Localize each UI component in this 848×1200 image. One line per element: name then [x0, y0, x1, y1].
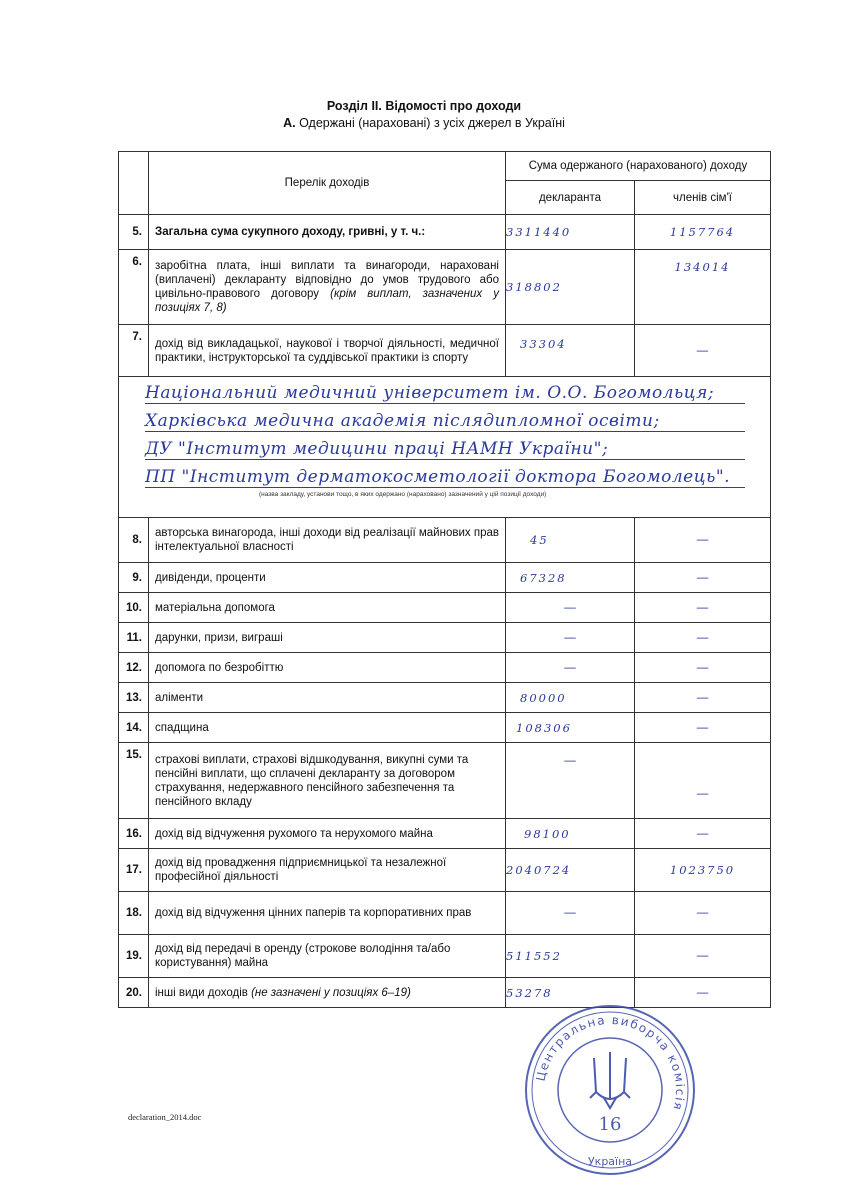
- declarant-amount: —: [506, 892, 635, 935]
- declarant-amount: —: [506, 743, 635, 819]
- family-amount: —: [635, 819, 771, 849]
- institutions-row: [119, 377, 771, 518]
- document-filename: declaration_2014.doc: [128, 1112, 202, 1122]
- table-row: [119, 593, 771, 623]
- family-amount: —: [635, 743, 771, 819]
- row-number: 18.: [119, 892, 149, 935]
- family-amount: 134014: [635, 250, 771, 325]
- institution-line: Національний медичний університет ім. О.О. Богомольця;: [145, 383, 745, 404]
- col-header-declarant: декларанта: [506, 181, 635, 215]
- row-description: спадщина: [149, 713, 506, 743]
- row-description: авторська винагорода, інші доходи від реалізації майнових прав інтелектуальної власності: [149, 518, 506, 563]
- row-description: Загальна сума сукупного доходу, гривні, у т. ч.:: [149, 215, 506, 250]
- table-row: [119, 683, 771, 713]
- col-header-family: членів сім'ї: [635, 181, 771, 215]
- declarant-amount: 45: [506, 518, 635, 563]
- row-description: дарунки, призи, виграші: [149, 623, 506, 653]
- official-seal: [520, 1000, 700, 1180]
- row-description: аліменти: [149, 683, 506, 713]
- row-description: дохід від відчуження цінних паперів та корпоративних прав: [149, 892, 506, 935]
- row-number: 12.: [119, 653, 149, 683]
- seal-bottom-text: Україна: [587, 1155, 633, 1168]
- subtitle-text: Одержані (нараховані) з усіх джерел в Україні: [299, 116, 565, 130]
- row-number: 7.: [119, 325, 149, 377]
- declarant-amount: 511552: [506, 935, 635, 978]
- row-description: дохід від відчуження рухомого та нерухомого майна: [149, 819, 506, 849]
- table-row: [119, 935, 771, 978]
- institution-line: ДУ "Інститут медицини праці НАМН України";: [145, 439, 745, 460]
- row-number: 5.: [119, 215, 149, 250]
- family-amount: —: [635, 563, 771, 593]
- declarant-amount: 67328: [506, 563, 635, 593]
- family-amount: —: [635, 653, 771, 683]
- row-description-text: заробітна плата, інші виплати та винагороди, нараховані (виплачені) декларанту відповідно до умов трудового або цивільно-правового договору: [155, 260, 499, 300]
- family-amount: —: [635, 518, 771, 563]
- row-number: 20.: [119, 978, 149, 1008]
- declarant-amount: —: [506, 623, 635, 653]
- institutions-cell: [119, 377, 771, 518]
- table-row: [119, 713, 771, 743]
- row-number: 10.: [119, 593, 149, 623]
- row-description: дивіденди, проценти: [149, 563, 506, 593]
- family-amount: 1023750: [635, 849, 771, 892]
- row-number: 9.: [119, 563, 149, 593]
- table-row: [119, 325, 771, 377]
- family-amount: —: [635, 935, 771, 978]
- table-row: [119, 250, 771, 325]
- declarant-amount: 33304: [506, 325, 635, 377]
- section-title: Розділ ІІ. Відомості про доходи: [326, 99, 522, 113]
- family-amount: —: [635, 593, 771, 623]
- declarant-amount: 108306: [506, 713, 635, 743]
- row-description-text: інші види доходів: [155, 986, 248, 999]
- seal-ring-path-text: Центральна виборча комісія: [533, 1012, 688, 1113]
- declarant-amount: —: [506, 593, 635, 623]
- declarant-amount: 80000: [506, 683, 635, 713]
- institutions-caption: (назва закладу, установи тощо, в яких одержано (нараховано) зазначений у цій позиції доходи): [259, 491, 547, 498]
- header-empty-cell: [119, 152, 149, 215]
- family-amount: —: [635, 623, 771, 653]
- row-description: страхові виплати, страхові відшкодування, викупні суми та пенсійні виплати, що сплачені декларанту за договором страхування, недержавного пенсійного забезпечення та пенсійного вкладу: [149, 743, 506, 819]
- declarant-amount: 2040724: [506, 849, 635, 892]
- row-description: дохід від передачі в оренду (строкове володіння та/або користування) майна: [149, 935, 506, 978]
- row-description: [149, 978, 506, 1008]
- row-number: 19.: [119, 935, 149, 978]
- declarant-amount: —: [506, 653, 635, 683]
- table-row: [119, 518, 771, 563]
- declarant-amount: 3311440: [506, 215, 635, 250]
- table-row: [119, 849, 771, 892]
- institution-line: ПП "Інститут дерматокосметології доктора Богомолець".: [145, 467, 745, 488]
- table-row: [119, 892, 771, 935]
- seal-number: 16: [598, 1114, 622, 1135]
- row-number: 17.: [119, 849, 149, 892]
- table-row: [119, 653, 771, 683]
- row-description-note: (не зазначені у позиціях 6–19): [251, 986, 411, 999]
- section-subtitle: [0, 116, 848, 130]
- declarant-amount: 53278: [506, 978, 635, 1008]
- institutions-block: [119, 377, 770, 517]
- row-number: 15.: [119, 743, 149, 819]
- table-row: [119, 623, 771, 653]
- row-number: 13.: [119, 683, 149, 713]
- family-amount: —: [635, 683, 771, 713]
- table-row: [119, 215, 771, 250]
- declarant-amount: 98100: [506, 819, 635, 849]
- family-amount: —: [635, 325, 771, 377]
- table-header-row: [119, 152, 771, 181]
- income-table: [118, 151, 771, 1008]
- row-number: 6.: [119, 250, 149, 325]
- row-description: допомога по безробіттю: [149, 653, 506, 683]
- row-number: 16.: [119, 819, 149, 849]
- declarant-amount: 318802: [506, 250, 635, 325]
- row-number: 8.: [119, 518, 149, 563]
- subtitle-prefix: А.: [283, 116, 296, 130]
- family-amount: 1157764: [635, 215, 771, 250]
- row-description-note: (крім виплат, зазначених у позиціях 7, 8): [155, 288, 499, 314]
- table-row: [119, 563, 771, 593]
- col-header-sum: Сума одержаного (нарахованого) доходу: [506, 152, 771, 181]
- table-row: [119, 743, 771, 819]
- institution-line: Харківська медична академія післядипломної освіти;: [145, 411, 745, 432]
- trident-icon: [590, 1052, 630, 1108]
- row-description: матеріальна допомога: [149, 593, 506, 623]
- row-description: дохід від провадження підприємницької та незалежної професійної діяльності: [149, 849, 506, 892]
- row-description: [149, 250, 506, 325]
- row-number: 14.: [119, 713, 149, 743]
- family-amount: —: [635, 978, 771, 1008]
- row-number: 11.: [119, 623, 149, 653]
- col-header-list: Перелік доходів: [149, 152, 506, 215]
- family-amount: —: [635, 892, 771, 935]
- row-description: дохід від викладацької, наукової і творчої діяльності, медичної практики, інструкторської та суддівської практики із спорту: [149, 325, 506, 377]
- table-row: [119, 819, 771, 849]
- family-amount: —: [635, 713, 771, 743]
